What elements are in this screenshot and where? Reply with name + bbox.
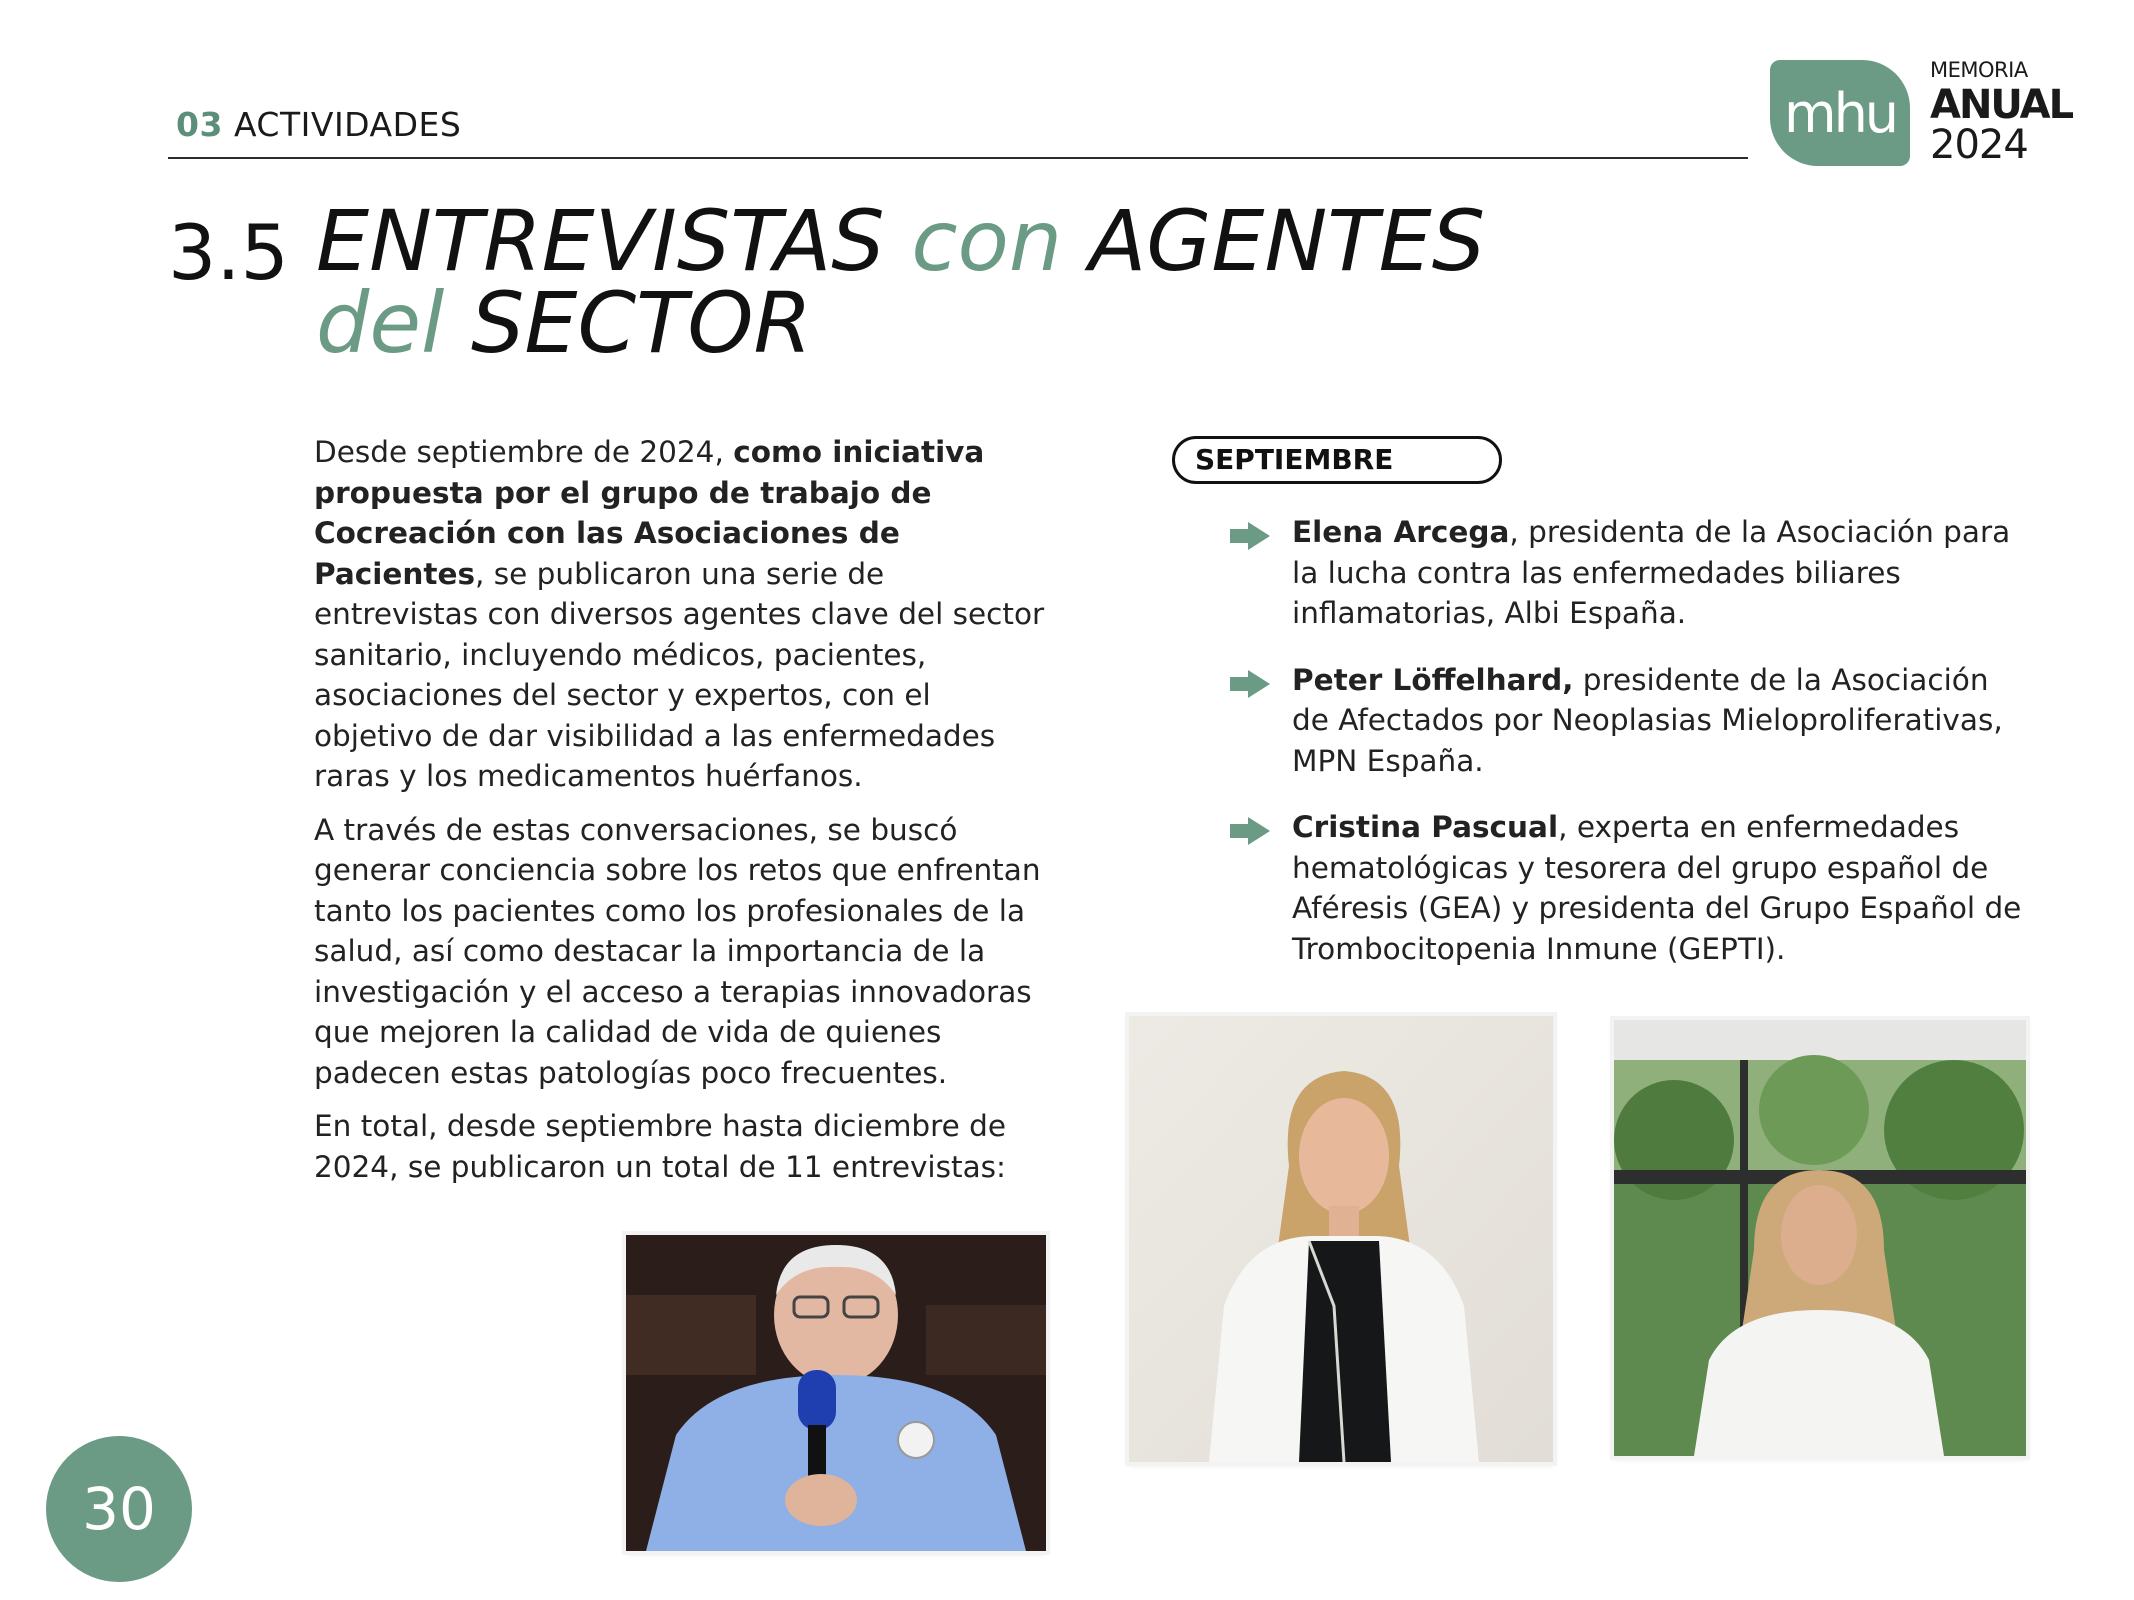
intro-text (314, 432, 1054, 1200)
portrait-illustration (1129, 1016, 1553, 1462)
section-name: ACTIVIDADES (233, 105, 462, 144)
intro-emphasis: como iniciativa propuesta por el grupo de trabajo de Cocreación con las Asociaciones de Pacientes (314, 435, 985, 591)
report-label-year: 2024 (1930, 122, 2028, 168)
report-label-line2: ANUAL (1930, 82, 2073, 128)
title-word: SECTOR (471, 274, 812, 372)
photo-man-microphone (626, 1235, 1046, 1551)
arrow-icon (1230, 522, 1270, 550)
agent-item (1230, 807, 2030, 969)
agent-description: , experta en enfermedades hematológicas y tesorera del grupo español de Aféresis (GEA) y presidenta del Grupo Español de Trombocitopenia Inmune (GEPTI). (1292, 810, 2022, 966)
title-word-accent: con (911, 192, 1063, 290)
intro-text-span: , se publicaron una serie de entrevistas con diversos agentes clave del sector sanitario, incluyendo médicos, pacientes, asociaciones del sector y expertos, con el objetivo de dar visibilidad a las enfermedades raras y los medicamentos huérfanos. (314, 556, 1045, 793)
photo-woman-window (1614, 1020, 2026, 1456)
agent-name: Cristina Pascual (1292, 810, 1559, 844)
portrait-illustration (626, 1235, 1046, 1551)
logo-mark: mhu (1783, 81, 1897, 145)
photo-woman-white-coat (1129, 1016, 1553, 1462)
arrow-icon (1230, 817, 1270, 845)
agent-name: Elena Arcega (1292, 515, 1510, 549)
agent-description: presidente de la Asociación de Afectados por Neoplasias Mieloproliferativas, MPN España. (1292, 662, 2003, 778)
page-title (316, 192, 1486, 372)
intro-paragraph-1 (314, 432, 1054, 797)
title-word: AGENTES (1088, 192, 1486, 290)
header-divider (168, 157, 1748, 159)
chapter-number: 3.5 (168, 208, 289, 297)
agent-item (1230, 512, 2030, 634)
title-word-accent: del (316, 274, 445, 372)
agent-name: Peter Löffelhard, (1292, 662, 1574, 697)
section-number: 03 (176, 105, 223, 144)
mhu-logo (1770, 60, 1910, 166)
agent-list (1230, 512, 2030, 995)
intro-paragraph-3: En total, desde septiembre hasta diciembre de 2024, se publicaron un total de 11 entrevistas: (314, 1109, 1007, 1184)
intro-paragraph-2: A través de estas conversaciones, se buscó generar conciencia sobre los retos que enfrentan tanto los pacientes como los profesionales de la salud, así como destacar la importancia de la investigación y el acceso a terapias innovadoras que mejoren la calidad de vida de quienes padecen estas patologías poco frecuentes. (314, 812, 1041, 1090)
month-label: SEPTIEMBRE (1172, 436, 1502, 484)
report-label (1930, 58, 2073, 168)
intro-text-span: Desde septiembre de 2024, (314, 435, 734, 469)
report-label-line1: MEMORIA (1930, 58, 2028, 82)
agent-description: , presidenta de la Asociación para la lucha contra las enfermedades biliares inflamatorias, Albi España. (1292, 515, 2011, 630)
portrait-illustration (1614, 1020, 2026, 1456)
arrow-icon (1230, 670, 1270, 698)
title-word: ENTREVISTAS (316, 192, 885, 290)
agent-item (1230, 660, 2030, 782)
section-label (176, 105, 461, 144)
page-number: 30 (46, 1436, 192, 1582)
